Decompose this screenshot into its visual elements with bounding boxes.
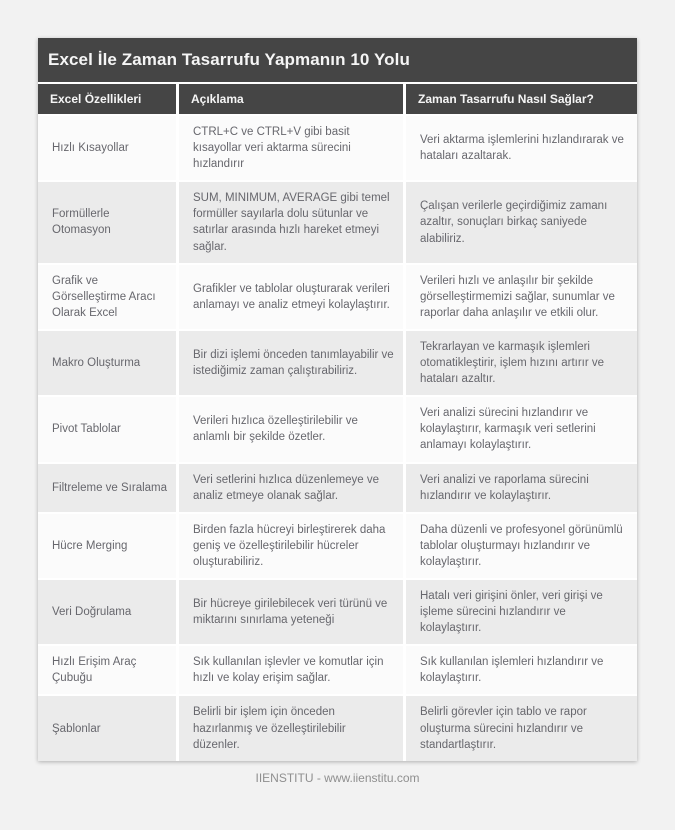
footer	[0, 771, 675, 785]
footer-text: IIENSTITU - www.iienstitu.com	[255, 770, 420, 785]
benefit-cell: Çalışan verilerle geçirdiğimiz zamanı azaltır, sonuçları birkaç saniyede alabiliriz.	[406, 182, 637, 262]
benefit-cell: Sık kullanılan işlemleri hızlandırır ve kolaylaştırır.	[406, 646, 637, 694]
table-row	[38, 397, 637, 461]
table-row	[38, 182, 637, 262]
table-row	[38, 464, 637, 512]
table-header-row	[38, 84, 637, 114]
benefit-cell: Tekrarlayan ve karmaşık işlemleri otomatikleştirir, işlem hızını artırır ve hataları azaltır.	[406, 331, 637, 395]
table-row	[38, 116, 637, 180]
table-row	[38, 265, 637, 329]
benefit-cell: Veri aktarma işlemlerini hızlandırarak ve hataları azaltarak.	[406, 116, 637, 180]
table-row	[38, 514, 637, 578]
feature-cell: Hızlı Kısayollar	[38, 116, 176, 180]
page-title: Excel İle Zaman Tasarrufu Yapmanın 10 Yolu	[48, 50, 410, 69]
feature-cell: Grafik ve Görselleştirme Aracı Olarak Excel	[38, 265, 176, 329]
description-cell: CTRL+C ve CTRL+V gibi basit kısayollar veri aktarma sürecini hızlandırır	[179, 116, 403, 180]
excel-tips-card	[38, 38, 637, 761]
feature-cell: Şablonlar	[38, 696, 176, 760]
benefit-cell: Veri analizi ve raporlama sürecini hızlandırır ve kolaylaştırır.	[406, 464, 637, 512]
description-cell: Veri setlerini hızlıca düzenlemeye ve analiz etmeye olanak sağlar.	[179, 464, 403, 512]
benefit-cell: Daha düzenli ve profesyonel görünümlü tablolar oluşturmayı hızlandırır ve kolaylaştırır.	[406, 514, 637, 578]
feature-cell: Veri Doğrulama	[38, 580, 176, 644]
table-title-bar	[38, 38, 637, 82]
feature-cell: Filtreleme ve Sıralama	[38, 464, 176, 512]
table-body	[38, 116, 637, 761]
benefit-cell: Verileri hızlı ve anlaşılır bir şekilde görselleştirmemizi sağlar, sunumlar ve raporlar daha anlaşılır ve etkili olur.	[406, 265, 637, 329]
table-row	[38, 646, 637, 694]
description-cell: Birden fazla hücreyi birleştirerek daha geniş ve özelleştirilebilir hücreler oluşturabiliriz.	[179, 514, 403, 578]
description-cell: Verileri hızlıca özelleştirilebilir ve anlamlı bir şekilde özetler.	[179, 397, 403, 461]
table-row	[38, 696, 637, 760]
benefit-cell: Veri analizi sürecini hızlandırır ve kolaylaştırır, karmaşık veri setlerini anlamayı kolaylaştırır.	[406, 397, 637, 461]
table-row	[38, 580, 637, 644]
description-cell: Bir hücreye girilebilecek veri türünü ve miktarını sınırlama yeteneği	[179, 580, 403, 644]
description-cell: SUM, MINIMUM, AVERAGE gibi temel formüller sayılarla dolu sütunlar ve satırlar arasında hızlı hareket etmeyi sağlar.	[179, 182, 403, 262]
benefit-cell: Hatalı veri girişini önler, veri girişi ve işleme sürecini hızlandırır ve kolaylaştırır.	[406, 580, 637, 644]
feature-cell: Hücre Merging	[38, 514, 176, 578]
column-header-benefit: Zaman Tasarrufu Nasıl Sağlar?	[406, 84, 637, 114]
description-cell: Grafikler ve tablolar oluşturarak verileri anlamayı ve analiz etmeyi kolaylaştırır.	[179, 265, 403, 329]
excel-tips-table	[38, 84, 637, 761]
column-header-features: Excel Özellikleri	[38, 84, 176, 114]
column-header-description: Açıklama	[179, 84, 403, 114]
feature-cell: Hızlı Erişim Araç Çubuğu	[38, 646, 176, 694]
description-cell: Sık kullanılan işlevler ve komutlar için hızlı ve kolay erişim sağlar.	[179, 646, 403, 694]
table-row	[38, 331, 637, 395]
feature-cell: Formüllerle Otomasyon	[38, 182, 176, 262]
feature-cell: Makro Oluşturma	[38, 331, 176, 395]
description-cell: Bir dizi işlemi önceden tanımlayabilir ve istediğimiz zaman çalıştırabiliriz.	[179, 331, 403, 395]
description-cell: Belirli bir işlem için önceden hazırlanmış ve özelleştirilebilir düzenler.	[179, 696, 403, 760]
benefit-cell: Belirli görevler için tablo ve rapor oluşturma sürecini hızlandırır ve standartlaştırır.	[406, 696, 637, 760]
feature-cell: Pivot Tablolar	[38, 397, 176, 461]
